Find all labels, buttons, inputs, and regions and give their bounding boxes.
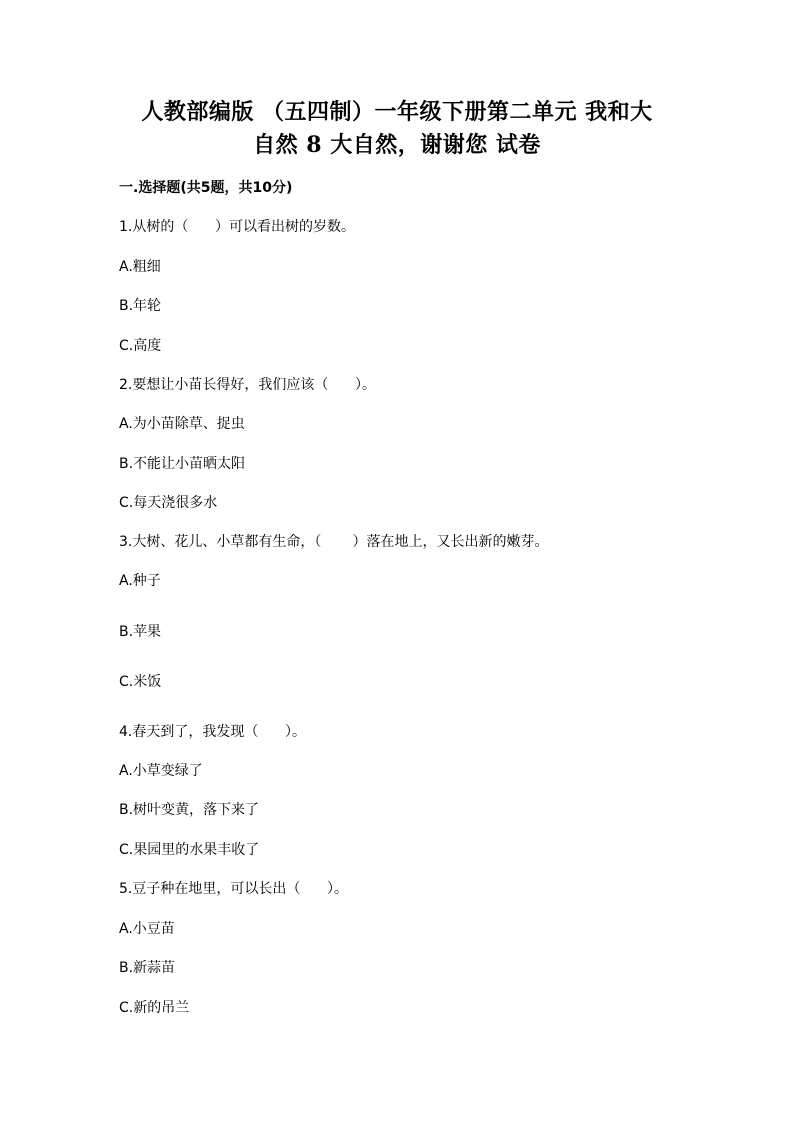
question-4: 4.春天到了，我发现（ ）。 bbox=[119, 724, 307, 740]
question-5: 5.豆子种在地里，可以长出（ ）。 bbox=[119, 881, 349, 897]
question-1-option-c: C.高度 bbox=[119, 338, 162, 354]
question-5-option-b: B.新蒜苗 bbox=[119, 960, 176, 976]
question-5-option-a: A.小豆苗 bbox=[119, 921, 175, 937]
question-1: 1.从树的（ ）可以看出树的岁数。 bbox=[119, 219, 356, 235]
question-5-option-c: C.新的吊兰 bbox=[119, 1000, 190, 1016]
question-2-option-a: A.为小苗除草、捉虫 bbox=[119, 416, 245, 432]
question-3-option-c: C.米饭 bbox=[119, 674, 162, 690]
question-3-option-b: B.苹果 bbox=[119, 624, 162, 640]
page-title-line-2: 自然 8 大自然，谢谢您 试卷 bbox=[253, 132, 541, 158]
question-1-option-a: A.粗细 bbox=[119, 259, 161, 275]
question-3: 3.大树、花儿、小草都有生命，（ ）落在地上，又长出新的嫩芽。 bbox=[119, 534, 549, 550]
question-2-option-b: B.不能让小苗晒太阳 bbox=[119, 456, 246, 472]
question-4-option-b: B.树叶变黄，落下来了 bbox=[119, 802, 260, 818]
question-2: 2.要想让小苗长得好，我们应该（ ）。 bbox=[119, 377, 377, 393]
question-3-option-a: A.种子 bbox=[119, 573, 161, 589]
question-4-option-a: A.小草变绿了 bbox=[119, 763, 203, 779]
question-4-option-c: C.果园里的水果丰收了 bbox=[119, 842, 260, 858]
question-2-option-c: C.每天浇很多水 bbox=[119, 495, 218, 511]
page-title-line-1: 人教部编版 （五四制）一年级下册第二单元 我和大 bbox=[141, 99, 653, 125]
section-heading: 一.选择题(共5题，共10分) bbox=[119, 180, 293, 196]
question-1-option-b: B.年轮 bbox=[119, 298, 162, 314]
